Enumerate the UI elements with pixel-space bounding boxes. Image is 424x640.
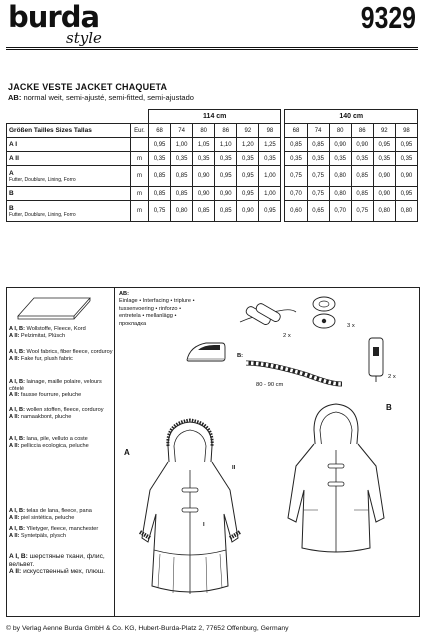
row-label: A II: [7, 152, 131, 166]
toggle-qty: 2 x: [283, 333, 291, 339]
yardage-cell: 0,85: [351, 187, 373, 201]
yardage-cell: 0,75: [149, 201, 171, 222]
yardage-cell: 0,75: [351, 201, 373, 222]
yardage-cell: 0,35: [149, 152, 171, 166]
width-group-114: 114 cm: [149, 110, 281, 124]
yardage-cell: 0,85: [149, 187, 171, 201]
size-header-cell: 68: [149, 124, 171, 138]
jacket-view-b-drawing: [278, 400, 398, 560]
table-group-row: [7, 110, 418, 124]
yardage-cell: 0,80: [329, 166, 351, 187]
yardage-cell: 0,85: [307, 138, 329, 152]
yardage-cell: 0,85: [193, 201, 215, 222]
table-row: [7, 166, 418, 187]
yardage-cell: 0,95: [237, 166, 259, 187]
size-header-cell: 92: [373, 124, 395, 138]
yardage-cell: 1,00: [171, 138, 193, 152]
yardage-cell: 0,35: [285, 152, 307, 166]
yardage-cell: 0,35: [171, 152, 193, 166]
yardage-cell: 1,10: [215, 138, 237, 152]
row-label: A I: [7, 138, 131, 152]
yardage-cell: 0,80: [395, 201, 417, 222]
yardage-cell: 1,00: [259, 187, 281, 201]
yardage-cell: 0,85: [149, 166, 171, 187]
jacket-view-a-drawing: [130, 418, 250, 618]
table-row: [7, 187, 418, 201]
yardage-cell: 0,95: [395, 187, 417, 201]
pattern-number: 9329: [360, 0, 416, 35]
yardage-cell: 0,95: [215, 166, 237, 187]
yardage-cell: 0,90: [395, 166, 417, 187]
size-header-cell: 74: [171, 124, 193, 138]
size-header-row: [7, 124, 418, 138]
yardage-cell: 0,35: [373, 152, 395, 166]
yardage-cell: 0,90: [351, 138, 373, 152]
size-header-cell: 98: [395, 124, 417, 138]
view-a-label: A: [124, 448, 130, 457]
fabric-swatch-icon: [14, 294, 94, 322]
yardage-cell: 0,95: [259, 201, 281, 222]
fabric-de: A I, B: Wollstoffe, Fleece, Kord A II: Pelzimitat, Plüsch: [9, 326, 86, 339]
row-label: A Futter, Doublure, Lining, Forro: [7, 166, 131, 187]
fabric-sv: A I, B: Ylletyger, fleece, manchester A II: Syntetpäls, plysch: [9, 526, 99, 539]
yardage-cell: 0,95: [395, 138, 417, 152]
yardage-cell: 1,25: [259, 138, 281, 152]
copyright-footer: © by Verlag Aenne Burda GmbH & Co. KG, Hubert-Burda-Platz 2, 77652 Offenburg, Germany: [6, 625, 289, 632]
toggle-button-icon: [232, 296, 302, 336]
unit-header: Eur.: [131, 124, 149, 138]
garment-title: JACKE VESTE JACKET CHAQUETA: [8, 82, 168, 92]
size-header-cell: 80: [329, 124, 351, 138]
yardage-cell: 0,65: [307, 201, 329, 222]
header-rule-2: [6, 49, 418, 50]
size-header-cell: 80: [193, 124, 215, 138]
notions-interfacing-text: AB: Einlage • Interfacing • triplure • tussenvoering • rinforzo • entretela • mellanlägg • прокладка: [119, 291, 195, 327]
row-unit: m: [131, 152, 149, 166]
yardage-cell: 1,05: [193, 138, 215, 152]
yardage-cell: 0,85: [285, 138, 307, 152]
yardage-cell: 0,35: [237, 152, 259, 166]
view-a-part-1: I: [203, 522, 205, 528]
yardage-cell: 0,85: [351, 166, 373, 187]
yardage-cell: 0,75: [285, 166, 307, 187]
row-unit: m: [131, 201, 149, 222]
row-label: B Futter, Doublure, Lining, Forro: [7, 201, 131, 222]
yardage-cell: 0,35: [193, 152, 215, 166]
yardage-cell: 0,95: [237, 187, 259, 201]
fabric-es: A I, B: telas de lana, fleece, pana A II: piel sintética, peluche: [9, 508, 92, 521]
stopper-qty: 2 x: [388, 374, 396, 380]
yardage-cell: 0,85: [215, 201, 237, 222]
fit-description: AB: normal weit, semi-ajusté, semi-fitted, semi-ajustado: [8, 93, 194, 102]
yardage-cell: 0,90: [329, 138, 351, 152]
size-header-cell: 68: [285, 124, 307, 138]
yardage-cell: 0,90: [237, 201, 259, 222]
yardage-cell: 0,90: [373, 166, 395, 187]
row-unit: [131, 138, 149, 152]
yardage-cell: 0,60: [285, 201, 307, 222]
yardage-cell: 0,75: [307, 166, 329, 187]
yardage-cell: 0,35: [329, 152, 351, 166]
brand-logo: burda: [8, 0, 100, 34]
view-b-label: B: [386, 403, 392, 412]
fabric-ru: A I, B: шерстяные ткани, флис, вельвет. A II: искусственный мех, плюш.: [9, 553, 105, 576]
yardage-cell: 0,70: [285, 187, 307, 201]
yardage-cell: 0,80: [373, 201, 395, 222]
yardage-cell: 0,95: [373, 138, 395, 152]
yardage-table: [6, 109, 418, 222]
yardage-cell: 0,70: [329, 201, 351, 222]
cord-stopper-icon: [366, 338, 388, 382]
table-row: [7, 201, 418, 222]
yardage-cell: 0,35: [307, 152, 329, 166]
brand-logo-sub: style: [66, 29, 102, 47]
header-rule: [6, 47, 418, 48]
width-group-140: 140 cm: [285, 110, 418, 124]
yardage-cell: 0,35: [215, 152, 237, 166]
size-header-cell: 92: [237, 124, 259, 138]
size-header-cell: 74: [307, 124, 329, 138]
size-header-cell: 86: [351, 124, 373, 138]
panel-divider: [114, 287, 115, 617]
size-header-cell: 86: [215, 124, 237, 138]
yardage-cell: 0,35: [351, 152, 373, 166]
iron-icon: [184, 338, 228, 364]
row-label: B: [7, 187, 131, 201]
yardage-cell: 0,85: [171, 166, 193, 187]
yardage-cell: 0,90: [193, 166, 215, 187]
yardage-cell: 0,75: [307, 187, 329, 201]
yardage-cell: 0,80: [329, 187, 351, 201]
yardage-cell: 0,85: [171, 187, 193, 201]
table-row: [7, 152, 418, 166]
yardage-cell: 0,80: [171, 201, 193, 222]
cord-length: 80 - 90 cm: [256, 382, 284, 388]
view-a-part-2: II: [232, 465, 236, 471]
fabric-it: A I, B: lana, pile, velluto a coste A II: pelliccia ecologica, peluche: [9, 436, 89, 449]
table-row: [7, 138, 418, 152]
fabric-nl: A I, B: wollen stoffen, fleece, corduroy A II: namaakbont, pluche: [9, 407, 104, 420]
yardage-cell: 1,00: [259, 166, 281, 187]
size-header-label: Größen Tailles Sizes Tallas: [7, 124, 131, 138]
yardage-cell: 1,20: [237, 138, 259, 152]
snap-qty: 3 x: [347, 323, 355, 329]
notions-b-label: B:: [237, 353, 244, 359]
fabric-en: A I, B: Wool fabrics, fiber fleece, corduroy A II: Fake fur, plush fabric: [9, 349, 113, 362]
yardage-cell: 0,90: [373, 187, 395, 201]
yardage-cell: 0,35: [259, 152, 281, 166]
size-header-cell: 98: [259, 124, 281, 138]
fabric-fr: A I, B: lainage, maille polaire, velours côtelé A II: fausse fourrure, peluche: [9, 379, 102, 399]
yardage-cell: 0,90: [193, 187, 215, 201]
row-unit: m: [131, 187, 149, 201]
yardage-cell: 0,95: [149, 138, 171, 152]
row-unit: m: [131, 166, 149, 187]
yardage-cell: 0,35: [395, 152, 417, 166]
yardage-cell: 0,90: [215, 187, 237, 201]
snap-button-icon: [308, 294, 348, 334]
